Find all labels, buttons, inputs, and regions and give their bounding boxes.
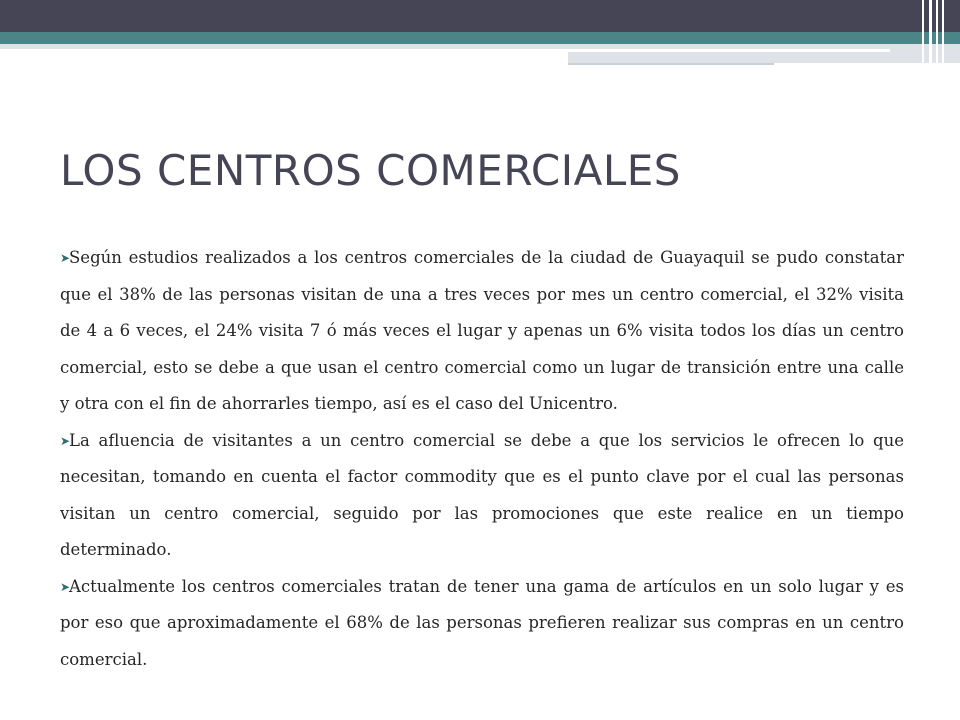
bullet-item [60, 569, 904, 679]
slide-title: LOS CENTROS COMERCIALES [60, 146, 681, 195]
header-teal-bar [0, 32, 960, 44]
bullet-text: Actualmente los centros comerciales tratan de tener una gama de artículos en un solo lugar y es por eso que aproximadamente el 68% de las personas prefieren realizar sus compras en un centro comercial. [60, 576, 904, 669]
arrow-bullet-icon: ➤ [60, 433, 71, 448]
header-white-line [568, 49, 890, 52]
bullet-text: Según estudios realizados a los centros comerciales de la ciudad de Guayaquil se pudo constatar que el 38% de las personas visitan de una a tres veces por mes un centro comercial, el 32% visita de 4 a 6 veces, el 24% visita 7 ó más veces el lugar y apenas un 6% visita todos los días un centro comercial, esto se debe a que usan el centro comercial como un lugar de transición entre una calle y otra con el fin de ahorrarles tiempo, así es el caso del Unicentro. [60, 248, 904, 413]
bullet-item [60, 423, 904, 569]
header-step-line [568, 63, 774, 65]
bullet-list [60, 240, 904, 678]
bullet-text: La afluencia de visitantes a un centro comercial se debe a que los servicios le ofrecen lo que necesitan, tomando en cuenta el factor commodity que es el punto clave por el cual las personas visitan un centro comercial, seguido por las promociones que este realice en un tiempo determinado. [60, 430, 904, 559]
header-dark-bar [0, 0, 960, 32]
arrow-bullet-icon: ➤ [60, 251, 71, 265]
bullet-item [60, 240, 904, 423]
corner-stripes-decoration [920, 0, 960, 68]
arrow-bullet-icon: ➤ [60, 579, 71, 594]
